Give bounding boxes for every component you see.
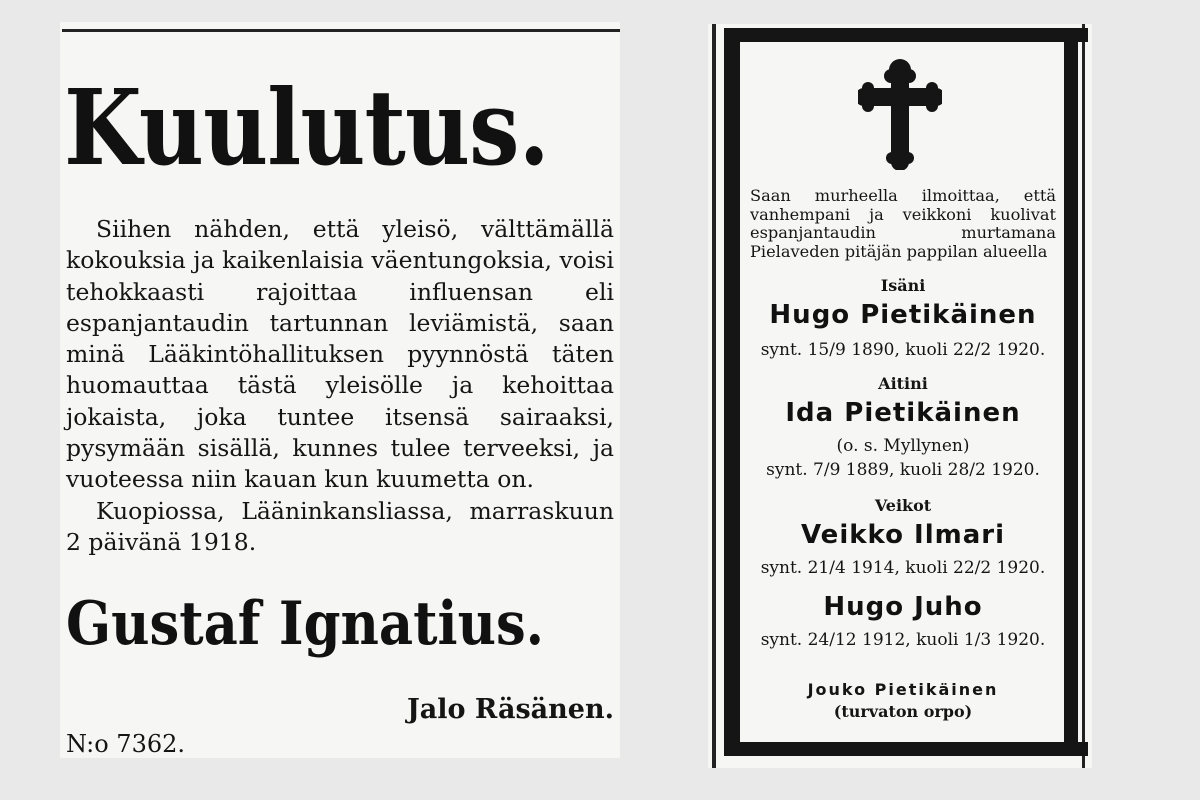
obituary-signer-note: (turvaton orpo) — [833, 702, 973, 721]
notice-clipping — [60, 22, 620, 758]
mourning-frame-top — [724, 28, 1088, 42]
outer-border-right — [1082, 24, 1085, 768]
person-dates: synt. 24/12 1912, kuoli 1/3 1920. — [760, 630, 1046, 650]
obituary-signer: Jouko Pietikäinen — [807, 680, 999, 699]
notice-place-date: Kuopiossa, Lääninkansliassa, marraskuun 2 päivänä 1918. — [66, 496, 614, 556]
person-name: Hugo Pietikäinen — [769, 300, 1037, 330]
mourning-frame-left — [724, 28, 740, 756]
notice-body-paragraph: Siihen nähden, että yleisö, välttämällä kokouksia ja kaikenlaisia väentungoksia, voisi tehokkaasti rajoittaa influensan eli espanjantaudin tartunnan leviämistä, saan minä Lääkintöhallituksen pyynnöstä täten huomauttaa tästä yleisölle ja kehoittaa jokaista, joka tuntee itsensä sairaaksi, pysymään sisällä, kunnes tulee terveeksi, ja vuoteessa niin kauan kun kuumetta on. — [66, 215, 614, 494]
notice-signature: Gustaf Ignatius. — [66, 589, 545, 659]
person-name: Hugo Juho — [823, 592, 983, 622]
notice-cosigner: Jalo Räsänen. — [406, 694, 614, 725]
top-rule — [62, 29, 620, 32]
person-dates: synt. 7/9 1889, kuoli 28/2 1920. — [766, 460, 1040, 480]
person-name: Veikko Ilmari — [800, 520, 1005, 550]
relation-label: Isäni — [880, 276, 926, 295]
notice-title: Kuulutus. — [64, 66, 549, 189]
notice-body-text — [66, 214, 614, 558]
outer-border-left — [712, 24, 716, 768]
obituary-clipping — [708, 24, 1092, 768]
person-dates: synt. 15/9 1890, kuoli 22/2 1920. — [760, 340, 1046, 360]
notice-number: N:o 7362. — [66, 730, 186, 758]
mourning-frame-right — [1064, 28, 1078, 756]
relation-label: Veikot — [874, 496, 932, 515]
obituary-intro-text: Saan murheella ilmoittaa, että vanhempani ja veikkoni kuolivat espanjantaudin murtamana Pielaveden pitäjän pappilan alueella — [750, 186, 1056, 261]
person-name: Ida Pietikäinen — [785, 398, 1021, 428]
person-dates: synt. 21/4 1914, kuoli 22/2 1920. — [760, 558, 1046, 578]
cross-icon — [858, 58, 942, 170]
mourning-frame-bottom — [724, 742, 1088, 756]
obituary-intro — [750, 187, 1056, 261]
person-note: (o. s. Myllynen) — [836, 436, 970, 456]
relation-label: Aitini — [878, 374, 928, 393]
